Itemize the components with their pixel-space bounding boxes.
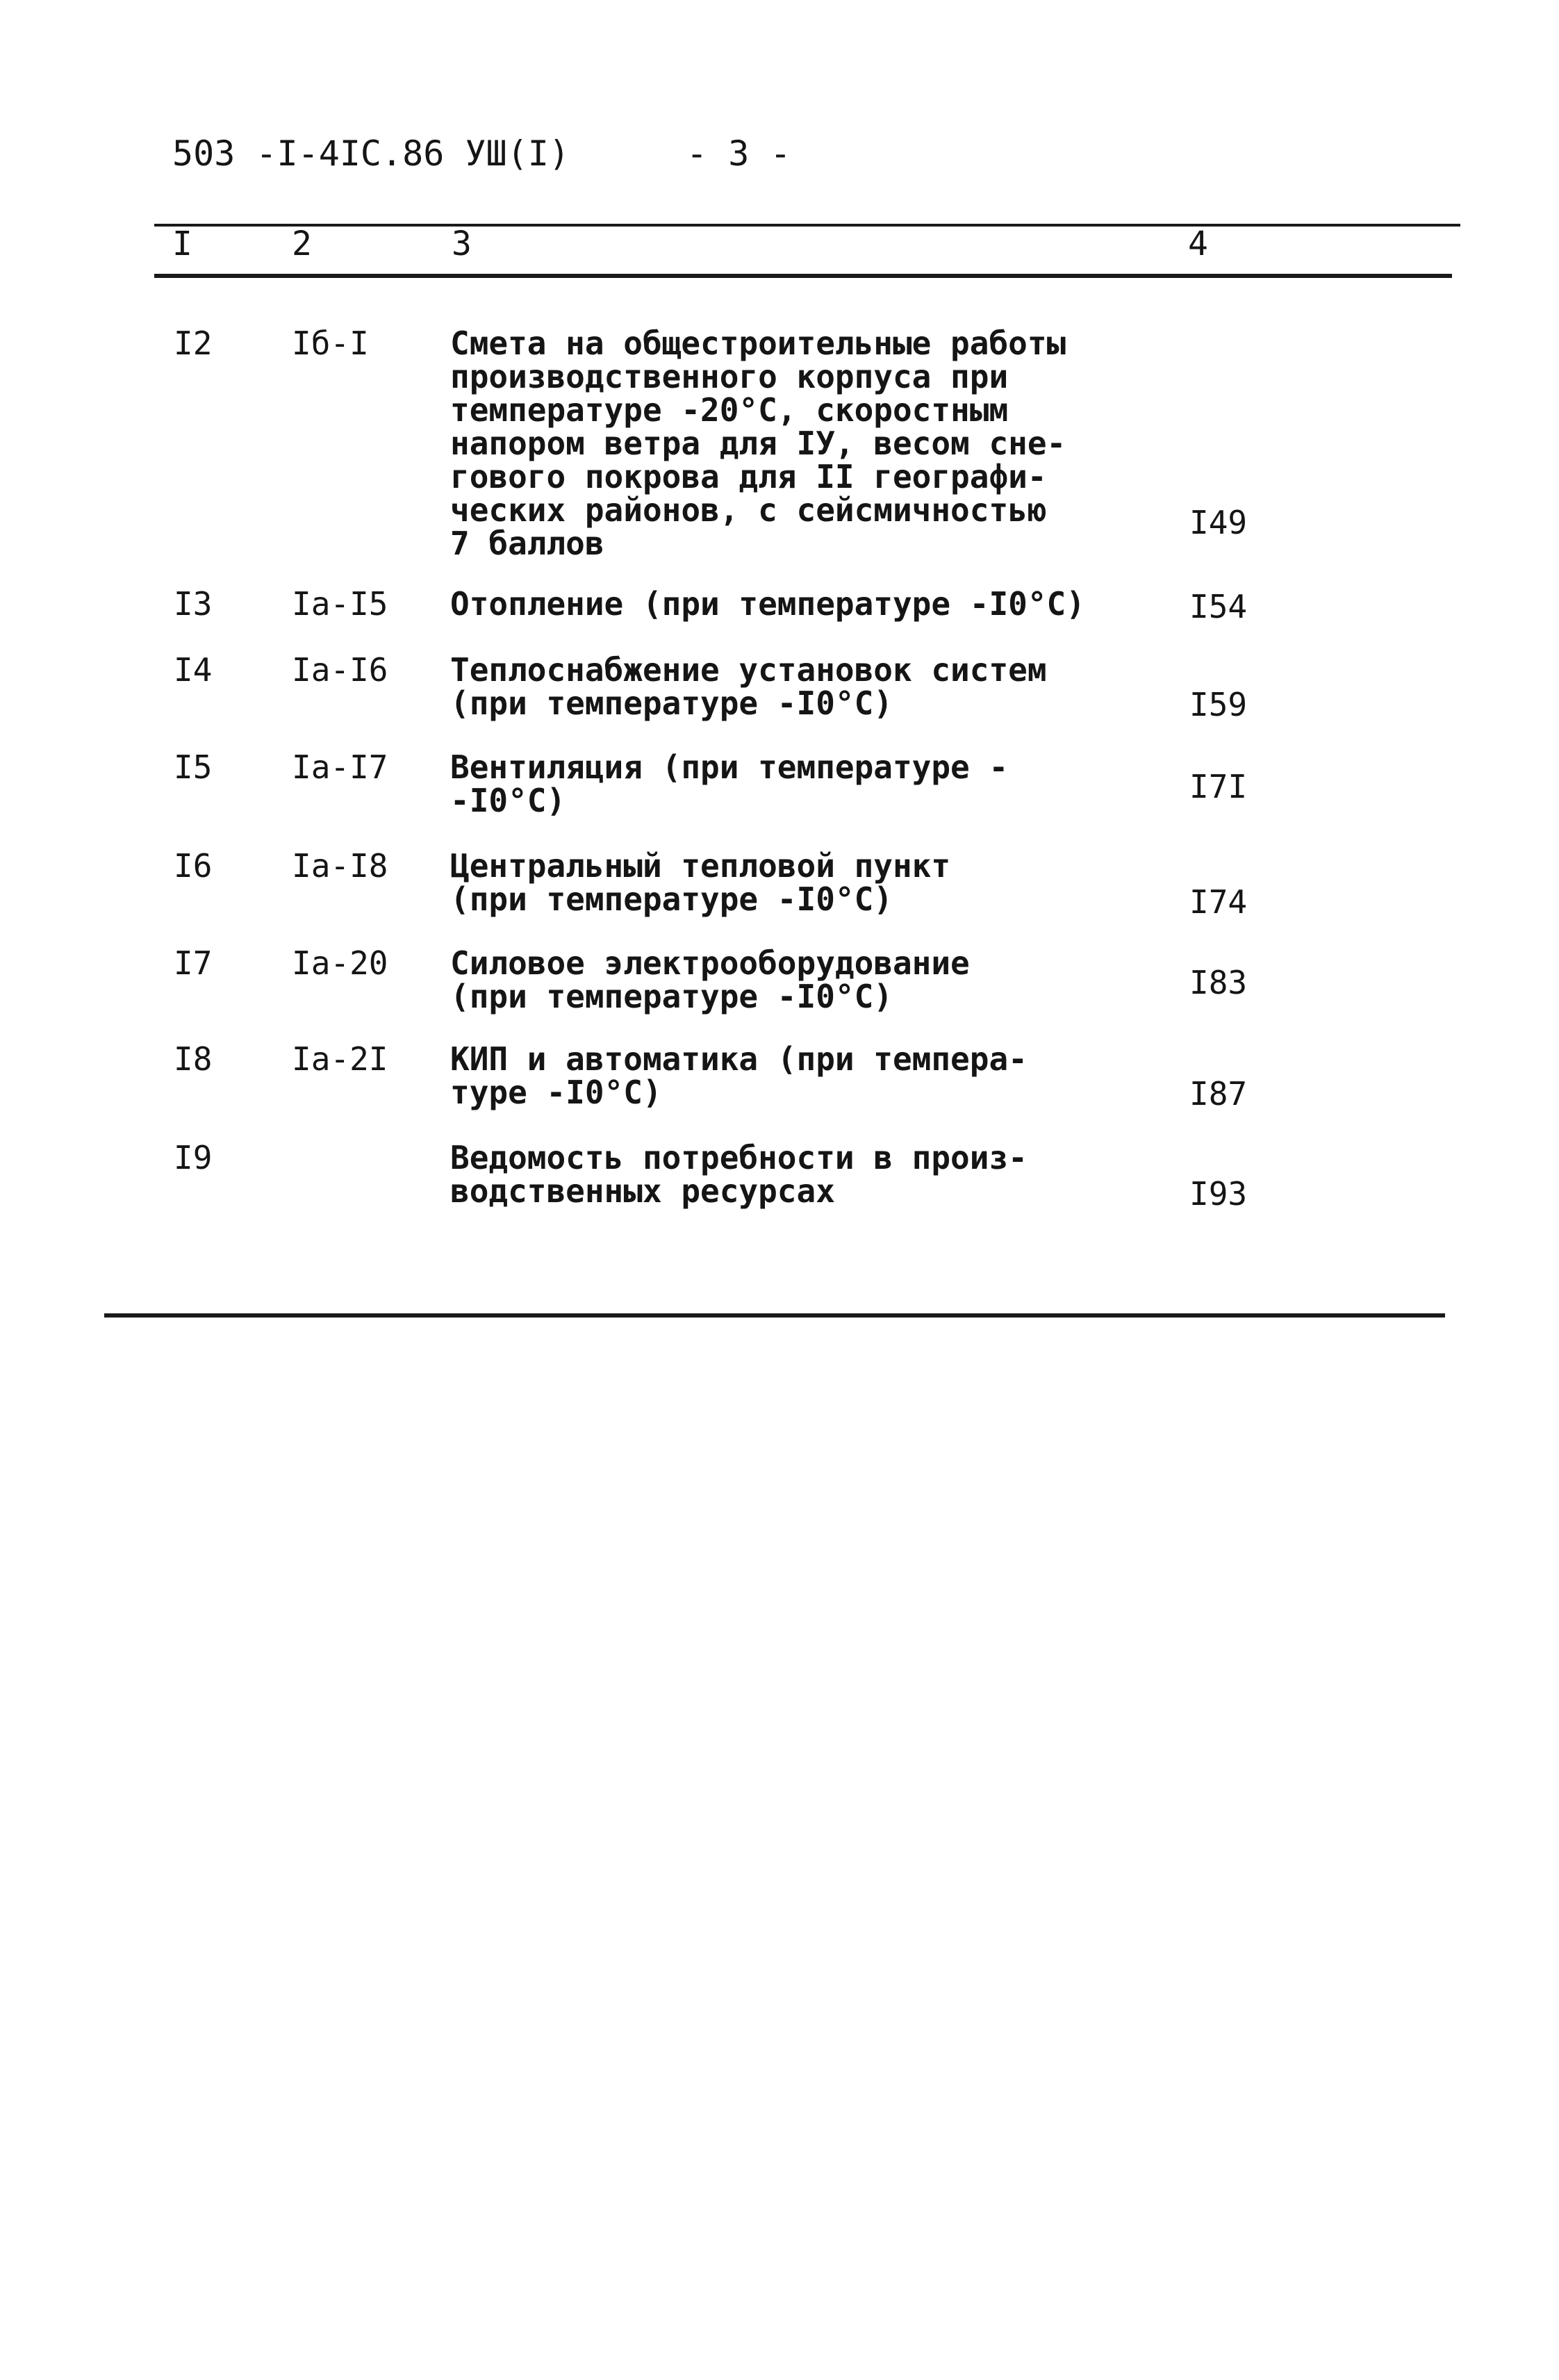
row-page: I59 — [1189, 686, 1248, 723]
row-page: I93 — [1189, 1175, 1248, 1213]
column-header-3: 3 — [452, 224, 472, 263]
row-page: I87 — [1189, 1075, 1248, 1113]
row-page: I74 — [1189, 883, 1248, 921]
row-page: I49 — [1189, 504, 1248, 541]
table-end-rule — [104, 1313, 1445, 1318]
row-title: Теплоснабжение установок систем (при температуре -I0°С) — [450, 651, 1047, 722]
row-number: I3 — [174, 585, 213, 623]
row-reference: Iа-I6 — [292, 651, 388, 689]
row-number: I6 — [174, 847, 213, 885]
row-number: I8 — [174, 1040, 213, 1078]
row-title: Отопление (при температуре -I0°С) — [450, 585, 1085, 623]
row-reference: Iа-I8 — [292, 847, 388, 885]
row-number: I5 — [174, 748, 213, 786]
row-page: I7I — [1189, 768, 1248, 805]
row-title: Центральный тепловой пункт (при температуре -I0°С) — [450, 847, 951, 918]
row-title: Ведомость потребности в произ- водственных ресурсах — [450, 1139, 1028, 1210]
row-reference: Iб-I — [292, 325, 369, 362]
page-number: - 3 - — [686, 133, 791, 174]
row-reference: Iа-I5 — [292, 585, 388, 623]
row-title: Смета на общестроительные работы производственного корпуса при температуре -20°С, скоростным напором ветра для IУ, весом сне- гового покрова для II географи- ческих районов, с сейсмичностью 7 баллов — [450, 325, 1066, 562]
column-header-1: I — [172, 224, 192, 263]
row-reference: Iа-2I — [292, 1040, 388, 1078]
row-title: КИП и автоматика (при темпера- туре -I0°С) — [450, 1040, 1028, 1111]
row-reference: Iа-20 — [292, 944, 388, 982]
row-page: I54 — [1189, 588, 1248, 625]
column-header-2: 2 — [292, 224, 312, 263]
row-title: Силовое электрооборудование (при температуре -I0°С) — [450, 944, 970, 1015]
column-header-4: 4 — [1188, 224, 1208, 263]
table-top-rule — [154, 224, 1460, 227]
row-page: I83 — [1189, 964, 1248, 1001]
row-number: I2 — [174, 325, 213, 362]
row-reference: Iа-I7 — [292, 748, 388, 786]
document-code: 503 -I-4IC.86 УШ(I) — [172, 133, 570, 174]
row-number: I7 — [174, 944, 213, 982]
row-number: I9 — [174, 1139, 213, 1176]
row-number: I4 — [174, 651, 213, 689]
row-title: Вентиляция (при температуре - -I0°С) — [450, 748, 1009, 819]
table-header-rule — [154, 274, 1452, 278]
